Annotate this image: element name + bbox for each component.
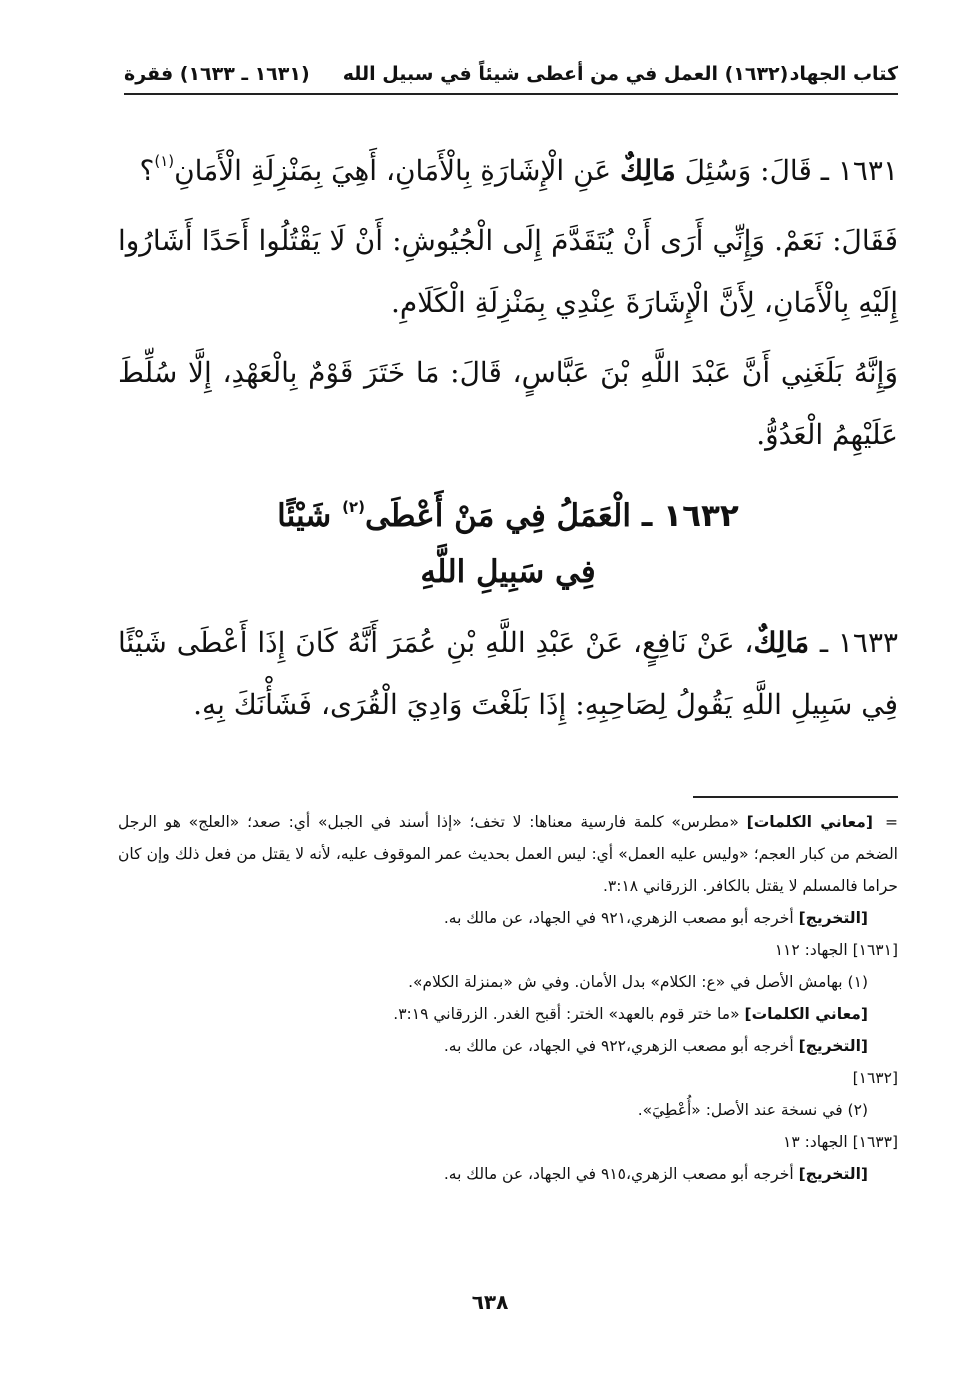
chapter-title-text: الْعَمَلُ فِي مَنْ أَعْطَى [364,498,642,534]
chapter-heading-1632 [118,488,898,600]
glossary-text: «ما ختر قوم بالعهد» الختر: أقبح الغدر. الزرقاني ٣:١٩. [393,1005,745,1023]
takhrij-label: [التخريج] [798,909,868,927]
chapter-number: ١٦٣٢ ـ [641,498,739,534]
footnote-ref[interactable]: (١) [154,152,175,170]
paragraph-number: ١٦٣١ ـ [820,154,898,187]
glossary-label: [معاني الكلمات] [744,1005,868,1023]
footnote-takhrij [118,1158,898,1190]
takhrij-text: أخرجه أبو مصعب الزهري،٩٢٢ في الجهاد، عن مالك به. [443,1037,799,1055]
chapter-title-text: شَيْئًا [277,498,343,534]
footnote-glossary [118,998,898,1030]
takhrij-label: [التخريج] [798,1165,868,1183]
takhrij-label: [التخريج] [798,1037,868,1055]
footnote-note-1 [118,966,898,998]
footnote-note-2 [118,1094,898,1126]
footnote-rule [693,796,898,798]
continuation-marker: = [885,813,898,831]
chapter-title [124,63,788,85]
footnote-ref[interactable]: (٢) [342,498,365,516]
chapter-heading-line-1 [118,488,898,544]
running-header [124,56,898,92]
note-marker: (١) [847,973,868,991]
paragraph-text: قَالَ: وَسُئِلَ [675,154,821,187]
page-number: ٦٣٨ [471,1290,509,1314]
note-text: في نسخة عند الأصل: «أُعْطِيَ». [637,1101,848,1119]
glossary-text: «مطرس» كلمة فارسية معناها: لا تخف؛ «إذا أسند في الجبل» أي: صعد؛ «العلج» هو الرجل الضخم من كبار العجم؛ «وليس عليه العمل» أي: ليس العمل بحديث عمر الموقوف عليه، لأنه لا يقتل من فعل ذلك وإن كان حراما فالمسلم لا يقتل بالكافر. الزرقاني ٣:١٨. [118,813,898,895]
footnote-ref-1633: [١٦٣٣] الجهاد: ١٣ [783,1133,898,1151]
main-text [118,140,898,744]
header-chapter-title: (١٦٣٢) العمل في من أعطى شيئاً في سبيل الله [342,63,789,85]
footnotes [118,806,898,1190]
footnote-takhrij [118,1030,898,1062]
header-paragraph-range: (١٦٣١ ـ ١٦٣٣) فقرة [124,63,310,85]
note-text: بهامش الأصل في «ع: الكلام» بدل الأمان. وفي ش «بمنزلة الكلام». [408,973,848,991]
paragraph-text: ؟ [139,154,155,187]
paragraph-1633 [118,612,898,736]
paragraph-1631-reply: فَقَالَ: نَعَمْ. وَإِنِّي أَرَى أَنْ يُتَقَدَّمَ إِلَى الْجُيُوشِ: أَنْ لَا يَقْتُلُوا أَحَدًا أَشَارُوا إِلَيْهِ بِالْأَمَانِ، لِأَنَّ الْإِشَارَةَ عِنْدِي بِمَنْزِلَةِ الْكَلَامِ. [118,224,898,319]
paragraph-number: ١٦٣٣ ـ [819,626,899,659]
note-marker: (٢) [847,1101,868,1119]
footnote-ref-1631: [١٦٣١] الجهاد: ١١٢ [774,941,898,959]
header-rule [124,93,898,95]
footnote-glossary-continued [118,806,898,902]
paragraph-1631-ibn-abbas: وَإِنَّهُ بَلَغَنِي أَنَّ عَبْدَ اللَّهِ بْنَ عَبَّاسٍ، قَالَ: مَا خَتَرَ قَوْمٌ بِالْعَهْدِ، إِلَّا سُلِّطَ عَلَيْهِمُ الْعَدُوُّ. [118,356,898,451]
glossary-label: [معاني الكلمات] [746,813,873,831]
paragraph-text: عَنِ الْإِشَارَةِ بِالْأَمَانِ، أَهِيَ بِمَنْزِلَةِ الْأَمَانِ [174,154,621,187]
takhrij-text: أخرجه أبو مصعب الزهري،٩١٥ في الجهاد، عن مالك به. [443,1165,799,1183]
narrator-name: مَالِكٌ [620,154,676,187]
footnote-ref-1632: [١٦٣٢] [852,1069,898,1087]
takhrij-text: أخرجه أبو مصعب الزهري،٩٢١ في الجهاد، عن مالك به. [443,909,799,927]
footnote-takhrij [118,902,898,934]
paragraph-text: ، عَنْ نَافِعٍ، عَنْ عَبْدِ اللَّهِ بْنِ عُمَرَ أَنَّهُ كَانَ إِذَا أَعْطَى شَيْئًا فِي سَبِيلِ اللَّهِ يَقُولُ لِصَاحِبِهِ: إِذَا بَلَغْتَ وَادِيَ الْقُرَى، فَشَأْنَكَ بِهِ. [118,626,898,721]
narrator-name: مَالِكٌ [753,626,820,659]
chapter-heading-line-2: فِي سَبِيلِ اللَّهِ [420,554,596,590]
book-title: كتاب الجهاد [789,63,898,85]
paragraph-1631 [118,140,898,202]
